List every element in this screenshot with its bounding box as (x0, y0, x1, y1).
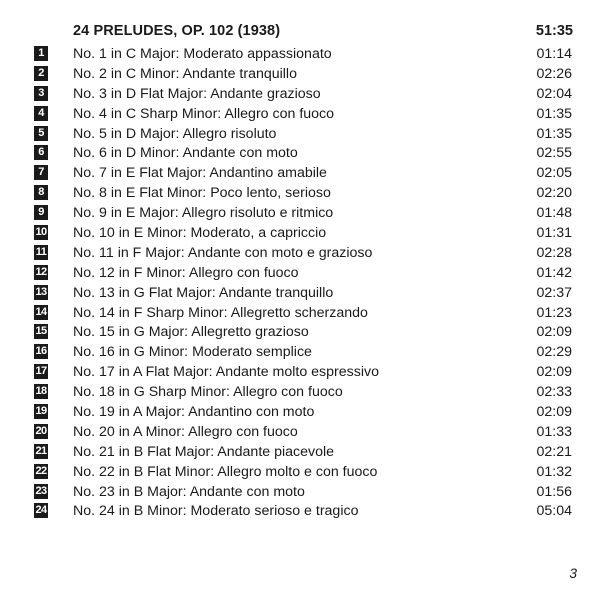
track-row (0, 482, 600, 502)
track-title: No. 3 in D Flat Major: Andante grazioso (73, 85, 321, 102)
track-number-badge: 24 (35, 504, 47, 517)
track-number-badge: 11 (35, 245, 47, 258)
track-duration: 01:23 (536, 304, 572, 321)
track-title: No. 8 in E Flat Minor: Poco lento, serioso (73, 185, 331, 202)
track-number-badge: 12 (35, 265, 47, 278)
track-title: No. 23 in B Major: Andante con moto (73, 483, 305, 500)
track-duration: 02:29 (536, 344, 572, 361)
track-duration: 02:33 (536, 384, 572, 401)
track-duration: 01:48 (536, 205, 572, 222)
track-row (0, 64, 600, 84)
track-title: No. 10 in E Minor: Moderato, a capriccio (73, 225, 327, 242)
track-row (0, 283, 600, 303)
track-title: No. 7 in E Flat Major: Andantino amabile (73, 165, 327, 182)
track-row (0, 462, 600, 482)
track-row (0, 44, 600, 64)
track-duration: 02:37 (536, 284, 572, 301)
track-row (0, 84, 600, 104)
track-row (0, 104, 600, 124)
track-title: No. 14 in F Sharp Minor: Allegretto scherzando (73, 304, 368, 321)
track-duration: 01:42 (536, 264, 572, 281)
track-duration: 01:14 (536, 46, 572, 62)
track-row (0, 263, 600, 283)
page-number: 3 (569, 565, 577, 581)
track-number-badge: 4 (34, 106, 48, 121)
track-number-badge: 13 (35, 285, 47, 298)
track-list (0, 44, 600, 521)
track-number-badge: 20 (35, 424, 47, 437)
work-title: 24 PRELUDES, OP. 102 (1938) (73, 23, 281, 39)
track-duration: 02:05 (536, 165, 572, 182)
track-duration: 02:09 (536, 324, 572, 341)
track-duration: 01:33 (536, 423, 572, 440)
track-number-badge: 6 (34, 145, 48, 160)
track-row (0, 143, 600, 163)
track-title: No. 12 in F Minor: Allegro con fuoco (73, 264, 299, 281)
track-number-badge: 16 (35, 345, 47, 358)
track-duration: 02:20 (536, 185, 572, 202)
track-row (0, 303, 600, 323)
track-row (0, 501, 600, 521)
track-number-badge: 2 (34, 66, 48, 81)
track-duration: 02:55 (536, 145, 572, 162)
work-header (73, 23, 575, 45)
track-number-badge: 15 (35, 325, 47, 338)
track-title: No. 22 in B Flat Minor: Allegro molto e con fuoco (73, 463, 378, 480)
track-duration: 02:09 (536, 364, 572, 381)
track-duration: 01:35 (536, 125, 572, 142)
track-duration: 01:35 (536, 105, 572, 122)
track-row (0, 124, 600, 144)
track-title: No. 17 in A Flat Major: Andante molto espressivo (73, 364, 379, 381)
track-title: No. 6 in D Minor: Andante con moto (73, 145, 298, 162)
track-row (0, 442, 600, 462)
track-row (0, 382, 600, 402)
track-duration: 02:26 (536, 65, 572, 82)
track-title: No. 1 in C Major: Moderato appassionato (73, 46, 332, 62)
track-number-badge: 7 (34, 165, 48, 180)
track-row (0, 243, 600, 263)
track-duration: 02:04 (536, 85, 572, 102)
track-number-badge: 14 (35, 305, 47, 318)
track-number-badge: 3 (34, 86, 48, 101)
track-number-badge: 17 (35, 365, 47, 378)
track-row (0, 163, 600, 183)
track-title: No. 19 in A Major: Andantino con moto (73, 404, 315, 421)
track-row (0, 422, 600, 442)
track-number-badge: 22 (35, 464, 47, 477)
track-duration: 02:28 (536, 244, 572, 261)
track-title: No. 5 in D Major: Allegro risoluto (73, 125, 277, 142)
track-row (0, 362, 600, 382)
track-title: No. 11 in F Major: Andante con moto e grazioso (73, 244, 373, 261)
track-title: No. 15 in G Major: Allegretto grazioso (73, 324, 309, 341)
track-number-badge: 9 (34, 205, 48, 220)
track-title: No. 18 in G Sharp Minor: Allegro con fuoco (73, 384, 343, 401)
track-duration: 02:09 (536, 404, 572, 421)
track-title: No. 2 in C Minor: Andante tranquillo (73, 65, 297, 82)
track-title: No. 16 in G Minor: Moderato semplice (73, 344, 312, 361)
track-duration: 01:31 (536, 225, 572, 242)
track-title: No. 9 in E Major: Allegro risoluto e ritmico (73, 205, 334, 222)
track-number-badge: 19 (35, 405, 47, 418)
track-duration: 05:04 (536, 503, 572, 520)
track-title: No. 21 in B Flat Major: Andante piacevole (73, 443, 335, 460)
track-duration: 01:32 (536, 463, 572, 480)
track-number-badge: 23 (35, 484, 47, 497)
track-duration: 01:56 (536, 483, 572, 500)
track-number-badge: 18 (35, 385, 47, 398)
track-title: No. 24 in B Minor: Moderato serioso e tragico (73, 503, 359, 520)
track-number-badge: 10 (35, 226, 47, 239)
track-number-badge: 5 (34, 126, 48, 141)
track-title: No. 4 in C Sharp Minor: Allegro con fuoco (73, 105, 335, 122)
track-title: No. 20 in A Minor: Allegro con fuoco (73, 423, 298, 440)
track-number-badge: 21 (35, 444, 47, 457)
track-number-badge: 1 (34, 46, 48, 61)
track-row (0, 183, 600, 203)
track-row (0, 402, 600, 422)
track-number-badge: 8 (34, 185, 48, 200)
track-row (0, 342, 600, 362)
work-total-duration: 51:35 (535, 23, 573, 39)
track-title: No. 13 in G Flat Major: Andante tranquillo (73, 284, 334, 301)
track-row (0, 322, 600, 342)
track-duration: 02:21 (536, 443, 572, 460)
track-row (0, 223, 600, 243)
track-row (0, 203, 600, 223)
